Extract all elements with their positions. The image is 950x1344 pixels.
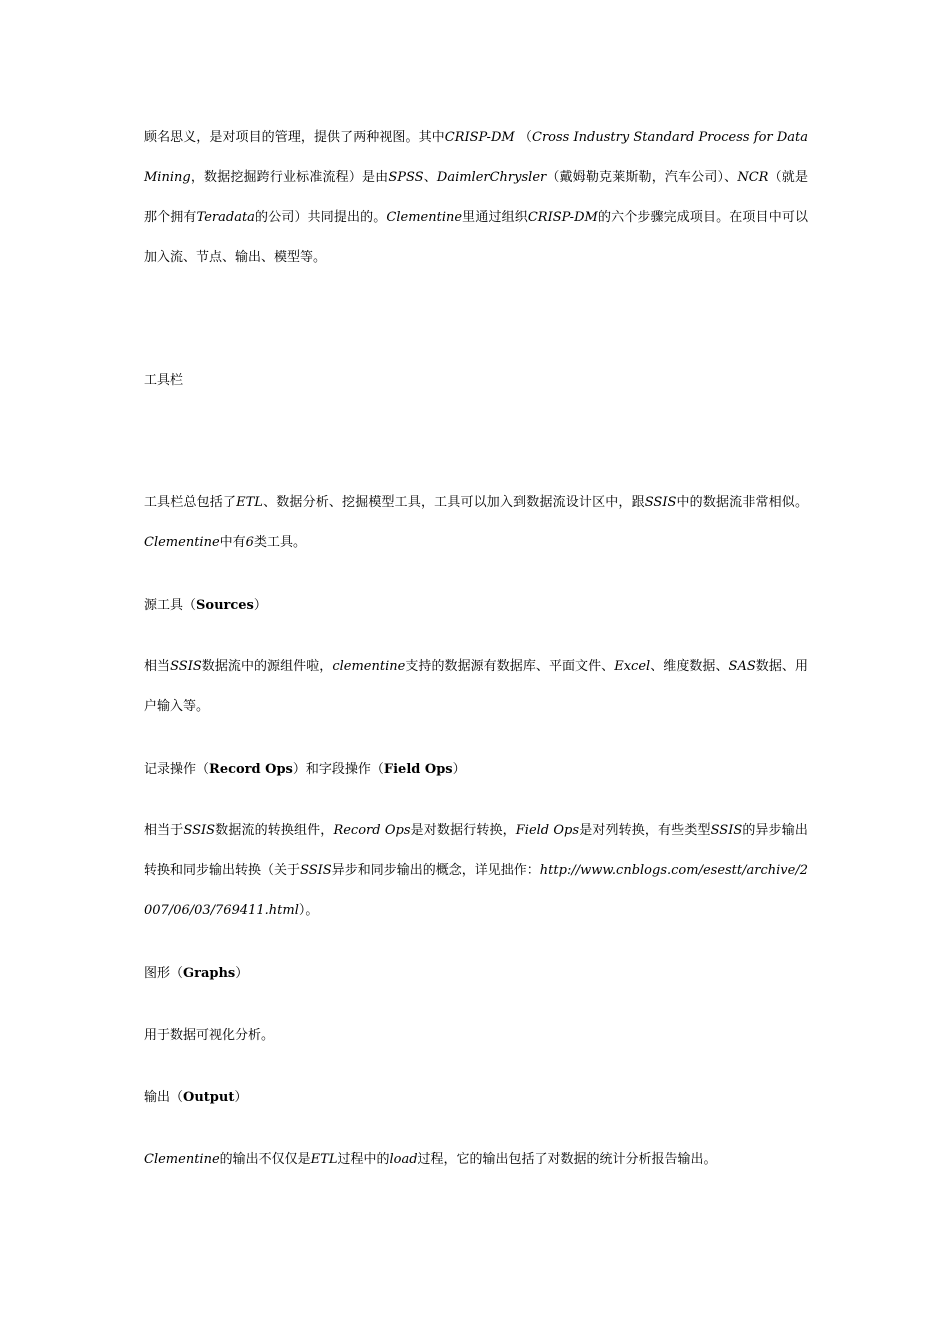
text-run: 中的数据流非常相似。 bbox=[676, 495, 808, 510]
text-run: 、维度数据、 bbox=[650, 659, 729, 674]
term-excel: Excel bbox=[614, 659, 651, 674]
term-ssis: SSIS bbox=[300, 863, 332, 878]
text-run: 记录操作（ bbox=[144, 762, 210, 777]
text-run: 的公司）共同提出的。 bbox=[254, 210, 387, 225]
heading-term-record-ops: Record Ops bbox=[209, 762, 293, 777]
term-field-ops: Field Ops bbox=[515, 823, 580, 838]
text-run: （ bbox=[514, 130, 532, 145]
term-sas: SAS bbox=[728, 659, 756, 674]
term-etl: ETL bbox=[310, 1152, 338, 1167]
text-run: 顾名思义，是对项目的管理，提供了两种视图。其中 bbox=[144, 130, 445, 145]
heading-term-sources: Sources bbox=[196, 598, 254, 613]
text-run: （就是那个拥有 bbox=[144, 170, 808, 225]
text-run: 过程中的 bbox=[337, 1152, 390, 1167]
text-run: 数据流中的源组件啦， bbox=[201, 659, 333, 674]
heading-term-field-ops: Field Ops bbox=[383, 762, 453, 777]
text-run: 相当 bbox=[144, 659, 171, 674]
term-clementine: clementine bbox=[332, 659, 406, 674]
text-run: 工具栏 bbox=[144, 373, 184, 388]
text-run: ） bbox=[253, 598, 267, 613]
term-crisp-dm-expansion: Cross Industry Standard Process for Data Mining bbox=[144, 130, 808, 185]
text-run: 的六个步骤完成项目。在项目中可以加入流、节点、输出、模型等。 bbox=[144, 210, 808, 265]
term-daimlerchrysler: DaimlerChrysler bbox=[436, 170, 547, 185]
text-run: ） bbox=[234, 1090, 248, 1105]
term-ssis: SSIS bbox=[644, 495, 677, 510]
term-crisp-dm: CRISP-DM bbox=[527, 210, 598, 225]
text-run: 用于数据可视化分析。 bbox=[144, 1028, 275, 1043]
term-ssis: SSIS bbox=[710, 823, 743, 838]
graphs-heading bbox=[144, 964, 808, 984]
text-run: 数据流的转换组件， bbox=[215, 823, 334, 838]
text-run: 类工具。 bbox=[253, 535, 306, 550]
term-load: load bbox=[389, 1152, 418, 1167]
text-run: 是对数据行转换， bbox=[410, 823, 516, 838]
text-run: ）和字段操作（ bbox=[292, 762, 384, 777]
text-run: ）。 bbox=[298, 903, 319, 918]
text-run: 的输出不仅仅是 bbox=[219, 1152, 311, 1167]
term-etl: ETL bbox=[236, 495, 263, 510]
term-record-ops: Record Ops bbox=[333, 823, 411, 838]
text-run: 过程，它的输出包括了对数据的统计分析报告输出。 bbox=[417, 1152, 717, 1167]
sources-paragraph bbox=[144, 647, 808, 727]
text-run: 的异步输出转换和同步输出转换（关于 bbox=[144, 823, 808, 878]
text-run: 是对列转换，有些类型 bbox=[579, 823, 711, 838]
text-run: 相当于 bbox=[144, 823, 184, 838]
text-run: ） bbox=[452, 762, 466, 777]
term-ncr: NCR bbox=[737, 170, 769, 185]
term-clementine: Clementine bbox=[144, 535, 220, 550]
sources-heading bbox=[144, 596, 808, 616]
output-heading bbox=[144, 1088, 808, 1108]
term-clementine: Clementine bbox=[144, 1152, 220, 1167]
text-run: 里通过组织 bbox=[462, 210, 528, 225]
ops-paragraph bbox=[144, 811, 808, 931]
graphs-paragraph bbox=[144, 1026, 808, 1046]
term-clementine: Clementine bbox=[386, 210, 463, 225]
heading-term-output: Output bbox=[183, 1090, 235, 1105]
reference-url: http://www.cnblogs.com/esestt/archive/2007/06/03/769411.html bbox=[144, 863, 808, 918]
text-run: （戴姆勒克莱斯勒，汽车公司）、 bbox=[546, 170, 738, 185]
text-run: ） bbox=[235, 966, 249, 981]
heading-term-graphs: Graphs bbox=[183, 966, 236, 981]
text-run: 中有 bbox=[219, 535, 246, 550]
text-run: 输出（ bbox=[144, 1090, 184, 1105]
text-run: 、 bbox=[423, 170, 437, 185]
text-run: 支持的数据源有数据库、平面文件、 bbox=[405, 659, 615, 674]
term-ssis: SSIS bbox=[183, 823, 216, 838]
term-ssis: SSIS bbox=[170, 659, 202, 674]
text-run: ，数据挖掘跨行业标准流程）是由 bbox=[190, 170, 389, 185]
text-run: 工具栏总包括了 bbox=[144, 495, 237, 510]
text-run: 图形（ bbox=[144, 966, 184, 981]
term-spss: SPSS bbox=[388, 170, 424, 185]
term-teradata: Teradata bbox=[196, 210, 255, 225]
text-run: 源工具（ bbox=[144, 598, 197, 613]
ops-heading bbox=[144, 760, 808, 780]
toolbar-heading bbox=[144, 371, 808, 391]
intro-paragraph bbox=[144, 118, 808, 278]
text-run: 、数据分析、挖掘模型工具，工具可以加入到数据流设计区中，跟 bbox=[262, 495, 645, 510]
text-run: 数据、用户输入等。 bbox=[144, 659, 808, 714]
term-six: 6 bbox=[245, 535, 254, 550]
output-paragraph bbox=[144, 1150, 808, 1170]
toolbar-paragraph bbox=[144, 483, 808, 563]
text-run: 异步和同步输出的概念，详见拙作： bbox=[331, 863, 540, 878]
term-crisp-dm: CRISP-DM bbox=[444, 130, 515, 145]
